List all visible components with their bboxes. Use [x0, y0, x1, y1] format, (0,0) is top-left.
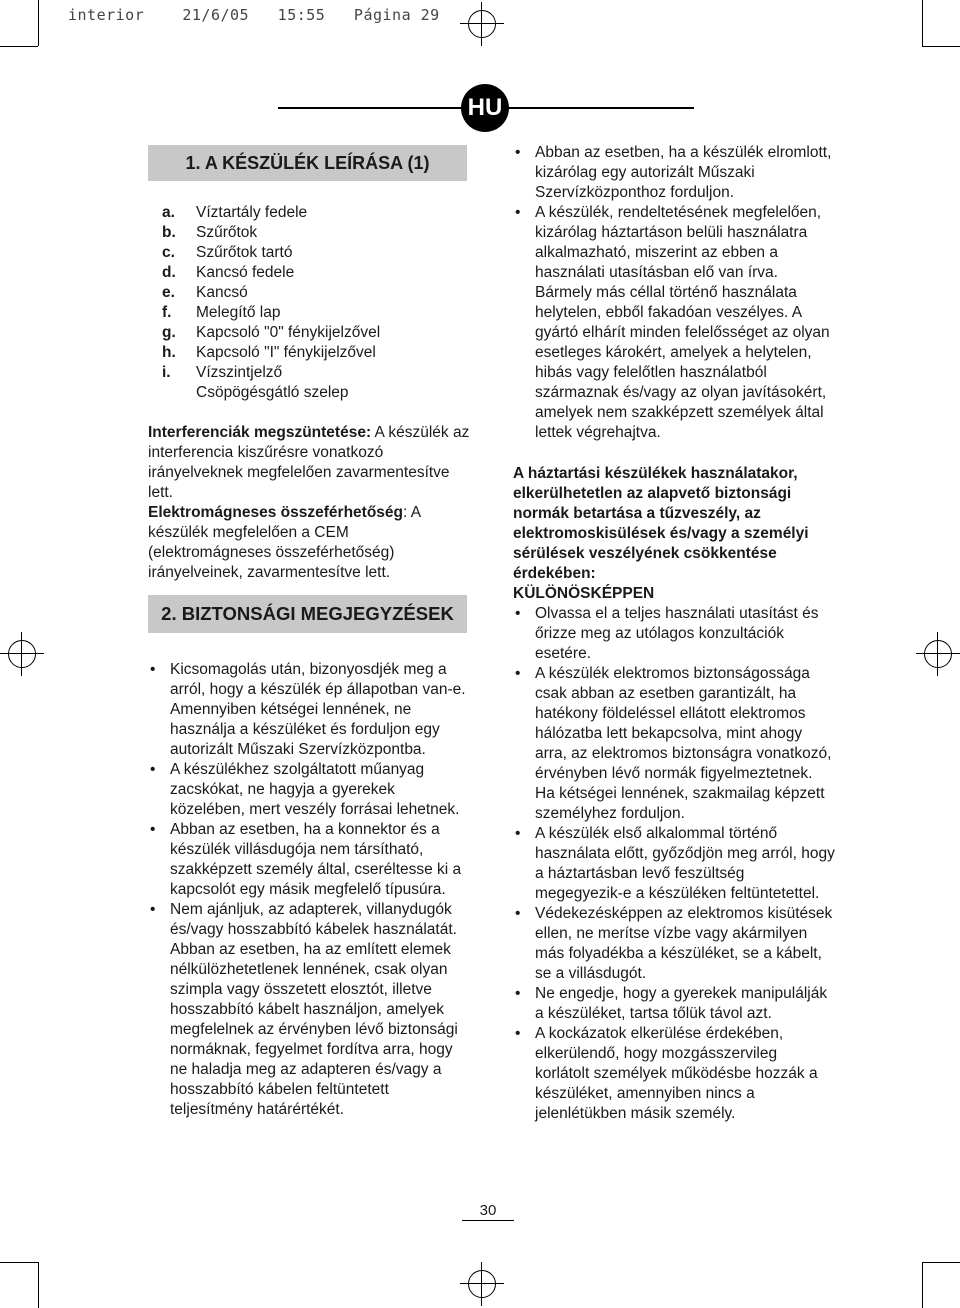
trim-mark	[922, 46, 960, 47]
list-item: b. Szűrőtok	[162, 224, 258, 241]
list-item: • A készülékhez szolgáltatott műanyag zacskókat, ne hagyja a gyerekek közelében, mert veszély forrásai lehetnek.	[150, 761, 460, 818]
interference-heading: Interferenciák megszüntetése:	[148, 424, 372, 441]
language-badge: HU	[461, 84, 509, 132]
list-item: e. Kancsó	[162, 284, 248, 301]
trim-mark	[922, 1262, 923, 1308]
safety-bullets-left	[148, 660, 468, 1120]
list-item: • A készülék első alkalommal történő használata előtt, győződjön meg arról, hogy a háztartásban levő feszültség megegyezik-e a készüléken feltüntetettel.	[515, 825, 835, 902]
emc-text: : A készülék megfelelően a CEM (elektromágneses összeférhetőség) irányelveinek, zavarmentesítve lett.	[148, 504, 421, 581]
list-item: • A készülék elektromos biztonságossága csak abban az esetben garantizált, ha hatékony földeléssel ellátott elektromos hálózatba lett bekapcsolva, mint ahogy arra, az elektromos biztonságra vonatkozó, érvényben lévő normák figyelmeztetnek. Ha kétségei lennének, szakmailag képzett személyhez forduljon.	[515, 665, 832, 822]
list-item: d. Kancsó fedele	[162, 264, 295, 281]
registration-mark-bottom	[460, 1262, 504, 1306]
especially-heading: KÜLÖNÖSKÉPPEN	[513, 585, 655, 602]
list-item: • A készülék, rendeltetésének megfelelően, kizárólag háztartáson belüli használatra alkalmazható, miszerint az ebben a használati utasításban elő van írva. Bármely más céllal történő használata helytelen, ebből fakadóan veszélyes. A gyártó elhárít minden felelősséget az olyan esetleges károkért, amelyek a helytelen, hibás vagy felelőtlen használatból származnak és/vagy az olyan javításokért, amelyek nem szakképzett személyek által lettek végrehajtva.	[515, 204, 830, 441]
page-number: 30	[462, 1202, 514, 1221]
list-item: • Olvassa el a teljes használati utasítást és őrizze meg az utólagos konzultációk esetére.	[515, 605, 819, 662]
header-rule-left	[278, 107, 462, 109]
registration-mark-top	[460, 2, 504, 46]
section-2-title: 2. BIZTONSÁGI MEGJEGYZÉSEK	[148, 595, 467, 633]
list-item: • Ne engedje, hogy a gyerekek manipulálják a készüléket, tartsa tőlük távol azt.	[515, 985, 828, 1022]
list-item: i. Vízszintjelző	[162, 364, 283, 381]
parts-list	[148, 203, 470, 403]
list-item: f. Melegítő lap	[162, 304, 281, 321]
trim-mark	[38, 1262, 39, 1308]
list-item: • Kicsomagolás után, bizonyosdjék meg a arról, hogy a készülék ép állapotban van-e. Amennyiben kétségei lennének, ne használja a készüléket és forduljon egy autorizált Műszaki Szervízközpontba.	[150, 661, 466, 758]
list-item: • Abban az esetben, ha a konnektor és a készülék villásdugója nem társítható, szakképzett személy által, cseréltesse ki a kapcsolót egy másik megfelelő típusúra.	[150, 821, 462, 898]
trim-mark	[0, 46, 38, 47]
trim-mark	[38, 0, 39, 46]
trim-mark	[922, 1262, 960, 1263]
list-item: • A kockázatok elkerülése érdekében, elkerülendő, hogy mozgásszervileg korlátolt személyek működésbe hozzák a készüléket, amennyiben nincs a jelenlétükben másik személy.	[515, 1025, 818, 1122]
interference-paragraph	[148, 423, 470, 583]
list-item: • Nem ajánljuk, az adapterek, villanydugók és/vagy hosszabbító kábelek használatát. Abban az esetben, ha az említett elemek nélkülözhetetlenek lennének, csak olyan szimpla vagy összetett elosztót, illetve hosszabbító kábelt használjon, amelyek megfelelnek az érvényben lévő biztonsági normáknak, fegyelmet fordítva arra, hogy ne haladja meg az adapteren és/vagy a hosszabbító kábelen feltüntetett teljesítmény határértékét.	[150, 901, 458, 1118]
registration-mark-left	[0, 632, 44, 676]
list-item: g. Kapcsoló "0" fénykijelzővel	[162, 324, 381, 341]
list-item: Csöpögésgátló szelep	[196, 384, 349, 401]
safety-warning: A háztartási készülékek használatakor, elkerülhetetlen az alapvető biztonsági normák betartása a tűzveszély, az elektromoskisülések és/vagy a személyi sérülések veszélyének csökkentése érdekében:	[513, 465, 809, 582]
emc-heading: Elektromágneses összeférhetőség	[148, 504, 403, 521]
list-item: • Abban az esetben, ha a készülék elromlott, kizárólag egy autorizált Műszaki Szervízközponthoz forduljon.	[515, 144, 832, 201]
trim-mark	[0, 1262, 38, 1263]
list-item: c. Szűrőtok tartó	[162, 244, 293, 261]
list-item: a. Víztartály fedele	[162, 204, 308, 221]
registration-mark-right	[916, 632, 960, 676]
print-slug: interior 21/6/05 15:55 Página 29	[68, 6, 440, 24]
right-column	[513, 143, 835, 1124]
section-1-title: 1. A KÉSZÜLÉK LEÍRÁSA (1)	[148, 145, 467, 181]
interference-text: A készülék az interferencia kiszűrésre vonatkozó irányelveknek megfelelően zavarmentesítve lett.	[148, 424, 470, 501]
list-item: h. Kapcsoló "I" fénykijelzővel	[162, 344, 376, 361]
trim-mark	[922, 0, 923, 46]
list-item: • Védekezésképpen az elektromos kisütések ellen, ne merítse vízbe vagy akármilyen más folyadékba a készüléket, se a kábelt, se a villásdugót.	[515, 905, 833, 982]
header-rule-right	[508, 107, 694, 109]
